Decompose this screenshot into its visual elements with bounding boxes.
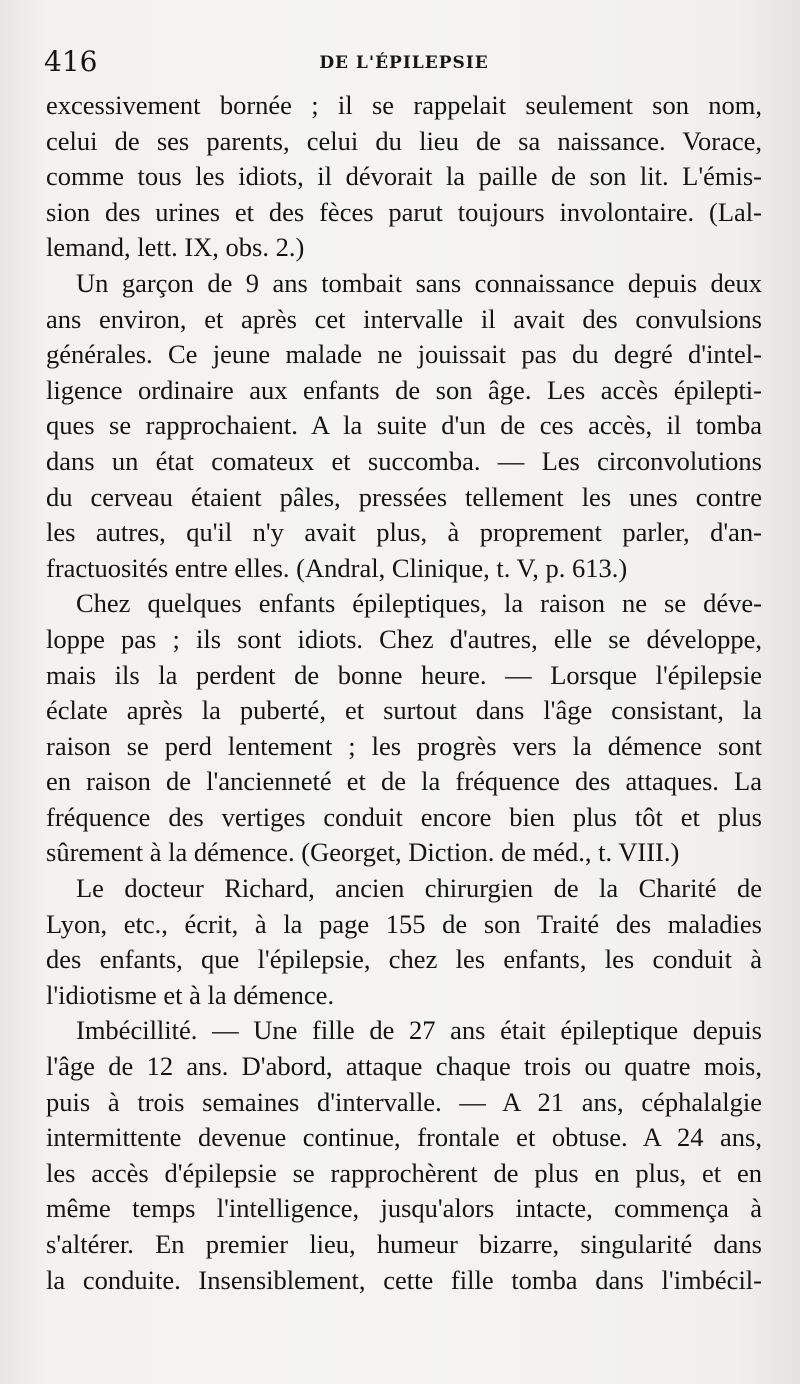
text-line: des enfants, que l'épilepsie, chez les enfants, les conduit à xyxy=(46,944,762,975)
text-line: éclate après la puberté, et surtout dans l'âge consistant, la xyxy=(46,695,762,726)
text-line: ans environ, et après cet intervalle il avait des convulsions xyxy=(46,303,762,334)
text-line: générales. Ce jeune malade ne jouissait pas du degré d'intel- xyxy=(46,339,762,370)
text-line: ligence ordinaire aux enfants de son âge. Les accès épilepti- xyxy=(46,374,762,405)
text-line: du cerveau étaient pâles, pressées tellement les unes contre xyxy=(46,481,762,512)
running-header xyxy=(44,44,764,80)
text-line: la conduite. Insensiblement, cette fille tomba dans l'imbécil- xyxy=(46,1264,762,1295)
text-line: Lyon, etc., écrit, à la page 155 de son Traité des maladies xyxy=(46,908,762,939)
text-line: sion des urines et des fèces parut toujours involontaire. (Lal- xyxy=(46,196,762,227)
text-line: mais ils la perdent de bonne heure. — Lorsque l'épilepsie xyxy=(46,659,762,690)
text-line: raison se perd lentement ; les progrès vers la démence sont xyxy=(46,730,762,761)
body-text xyxy=(46,88,762,1298)
text-line: lemand, lett. IX, obs. 2.) xyxy=(46,232,305,263)
text-line: les autres, qu'il n'y avait plus, à proprement parler, d'an- xyxy=(46,517,762,548)
text-line: ques se rapprochaient. A la suite d'un de ces accès, il tomba xyxy=(46,410,762,441)
text-line: même temps l'intelligence, jusqu'alors intacte, commença à xyxy=(46,1193,762,1224)
text-line: l'idiotisme et à la démence. xyxy=(46,979,335,1010)
text-line: celui de ses parents, celui du lieu de sa naissance. Vorace, xyxy=(46,125,762,156)
text-line: intermittente devenue continue, frontale et obtuse. A 24 ans, xyxy=(46,1122,762,1153)
text-line: les accès d'épilepsie se rapprochèrent de plus en plus, et en xyxy=(46,1157,762,1188)
text-line: Le docteur Richard, ancien chirurgien de la Charité de xyxy=(76,873,762,904)
text-line: puis à trois semaines d'intervalle. — A 21 ans, céphalalgie xyxy=(46,1086,762,1117)
text-line: fractuosités entre elles. (Andral, Clinique, t. V, p. 613.) xyxy=(46,552,628,583)
text-line: Imbécillité. — Une fille de 27 ans était épileptique depuis xyxy=(76,1015,762,1046)
running-title: DE L'ÉPILEPSIE xyxy=(319,53,489,73)
text-line: en raison de l'ancienneté et de la fréquence des attaques. La xyxy=(46,766,762,797)
text-line: Un garçon de 9 ans tombait sans connaissance depuis deux xyxy=(76,267,762,298)
text-line: excessivement bornée ; il se rappelait seulement son nom, xyxy=(46,90,762,120)
text-line: dans un état comateux et succomba. — Les circonvolutions xyxy=(46,445,762,476)
text-line: s'altérer. En premier lieu, humeur bizarre, singularité dans xyxy=(46,1229,762,1259)
text-line: sûrement à la démence. (Georget, Diction. de méd., t. VIII.) xyxy=(46,837,680,868)
text-line: Chez quelques enfants épileptiques, la raison ne se déve- xyxy=(76,588,762,619)
text-line: l'âge de 12 ans. D'abord, attaque chaque trois ou quatre mois, xyxy=(46,1051,762,1082)
text-line: comme tous les idiots, il dévorait la paille de son lit. L'émis- xyxy=(46,161,762,192)
text-line: loppe pas ; ils sont idiots. Chez d'autres, elle se développe, xyxy=(46,623,762,654)
page-number: 416 xyxy=(44,45,98,78)
text-line: fréquence des vertiges conduit encore bien plus tôt et plus xyxy=(46,801,762,832)
